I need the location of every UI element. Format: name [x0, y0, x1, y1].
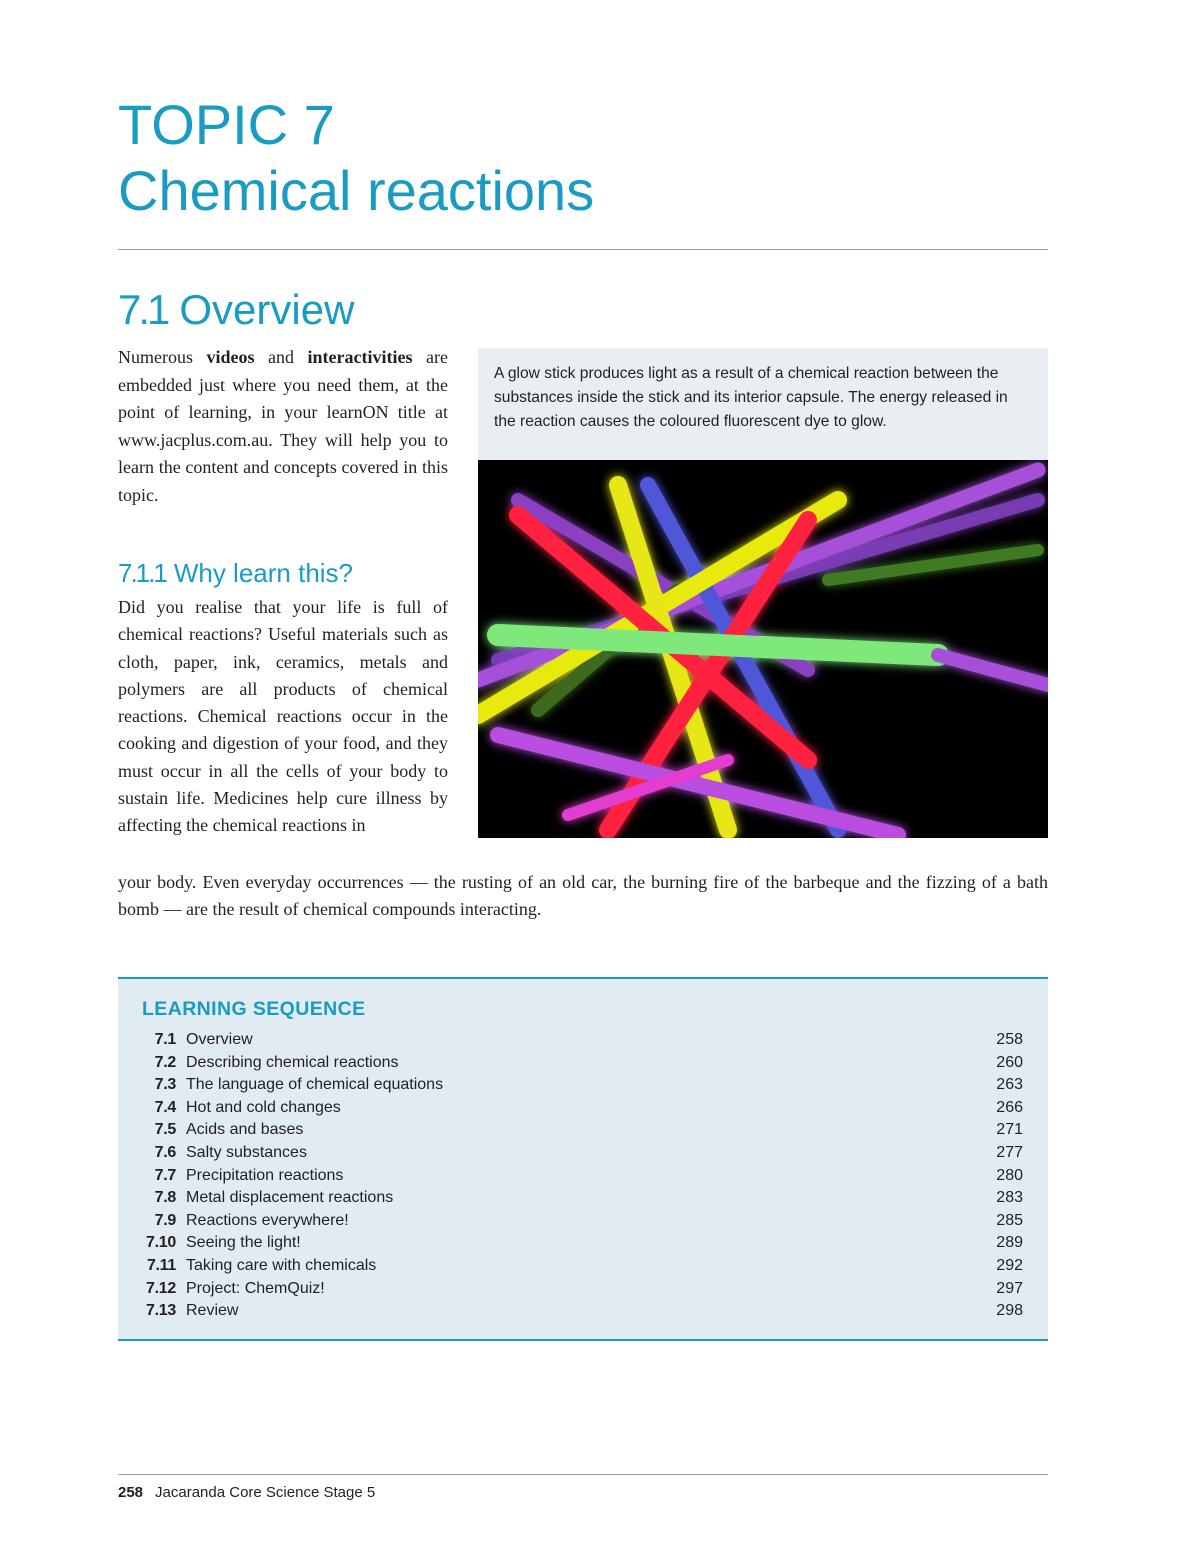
learning-sequence-item — [118, 1232, 1048, 1255]
sequence-page: 280 — [996, 1166, 1023, 1184]
sequence-label: Precipitation reactions — [186, 1166, 344, 1184]
footer-book-title: Jacaranda Core Science Stage 5 — [155, 1484, 376, 1501]
sequence-page: 297 — [996, 1279, 1023, 1297]
page-footer — [118, 1484, 375, 1501]
learning-sequence-item — [118, 1097, 1048, 1120]
intro-paragraph — [118, 344, 448, 509]
sequence-number: 7.5 — [154, 1121, 176, 1139]
learning-sequence-item — [118, 1165, 1048, 1188]
sequence-label: Reactions everywhere! — [186, 1211, 349, 1229]
subsection-title: Why learn this? — [173, 558, 354, 588]
learning-sequence-item — [118, 1210, 1048, 1233]
learning-sequence-title: LEARNING SEQUENCE — [142, 998, 366, 1020]
sequence-number: 7.8 — [154, 1189, 176, 1207]
sequence-label: Review — [186, 1302, 239, 1320]
heading-divider — [118, 249, 1048, 250]
sequence-number: 7.6 — [154, 1143, 176, 1161]
sequence-page: 292 — [996, 1256, 1023, 1274]
intro-text: are embedded just where you need them, at the point of learning, in your learnON title at www.jacplus.com.au. They will help you to learn the content and concepts covered in this topic. — [118, 347, 448, 505]
learning-sequence-item — [118, 1052, 1048, 1075]
learning-sequence-item — [118, 1187, 1048, 1210]
subsection-number: 7.1.1 — [118, 558, 166, 588]
sequence-number: 7.10 — [146, 1234, 176, 1252]
intro-keyword: interactivities — [307, 347, 413, 367]
topic-title: Chemical reactions — [118, 159, 595, 222]
learning-sequence-box — [118, 977, 1048, 1341]
figure-caption-box — [478, 348, 1048, 460]
intro-text: and — [254, 347, 308, 367]
sequence-page: 298 — [996, 1302, 1023, 1320]
sequence-number: 7.1 — [154, 1031, 176, 1048]
learning-sequence-item — [118, 1142, 1048, 1165]
sequence-page: 260 — [996, 1053, 1023, 1071]
intro-text: Numerous — [118, 347, 207, 367]
why-paragraph-column: Did you realise that your life is full of chemical reactions? Useful materials such as cloth, paper, ink, ceramics, metals and polymers are all products of chemical reactions. Chemical reactions occur in the cooking and digestion of your food, and they must occur in all the cells of your body to sustain life. Medicines help cure illness by affecting the chemical reactions in — [118, 597, 448, 836]
sequence-number: 7.7 — [154, 1166, 176, 1184]
learning-sequence-item — [118, 1278, 1048, 1301]
sequence-label: Acids and bases — [186, 1121, 304, 1139]
sequence-number: 7.3 — [154, 1076, 176, 1094]
sequence-page: 263 — [996, 1076, 1023, 1094]
sequence-page: 283 — [996, 1189, 1023, 1207]
sequence-number: 7.11 — [146, 1256, 176, 1274]
sequence-page: 258 — [996, 1031, 1023, 1048]
sequence-number: 7.12 — [146, 1279, 176, 1297]
sequence-page: 285 — [996, 1211, 1023, 1229]
sequence-number: 7.2 — [154, 1053, 176, 1071]
sequence-page: 289 — [996, 1234, 1023, 1252]
why-paragraph-continued: your body. Even everyday occurrences — the rusting of an old car, the burning fire of the barbeque and the fizzing of a bath bomb — are the result of chemical compounds interacting. — [118, 872, 1048, 920]
glow-sticks-photo — [478, 460, 1048, 838]
sequence-page: 271 — [996, 1121, 1023, 1139]
sequence-page: 277 — [996, 1143, 1023, 1161]
section-number: 7.1 — [118, 286, 168, 333]
sequence-label: Salty substances — [186, 1143, 307, 1161]
intro-keyword: videos — [206, 347, 255, 367]
sequence-label: Seeing the light! — [186, 1234, 301, 1252]
sequence-label: Overview — [186, 1031, 253, 1048]
topic-number: TOPIC 7 — [118, 93, 335, 156]
sequence-label: Taking care with chemicals — [186, 1256, 377, 1274]
sequence-number: 7.9 — [154, 1211, 176, 1229]
section-title: Overview — [179, 286, 355, 333]
section-heading — [118, 282, 354, 338]
sequence-page: 266 — [996, 1098, 1023, 1116]
learning-sequence-item — [118, 1119, 1048, 1142]
subsection-heading — [118, 555, 353, 591]
sequence-label: Metal displacement reactions — [186, 1189, 394, 1207]
topic-heading — [118, 92, 594, 224]
learning-sequence-item — [118, 1074, 1048, 1097]
learning-sequence-item — [118, 1255, 1048, 1278]
footer-page-number: 258 — [118, 1484, 144, 1501]
learning-sequence-item — [118, 1029, 1048, 1052]
sequence-number: 7.13 — [146, 1302, 176, 1320]
footer-divider — [118, 1474, 1048, 1475]
sequence-label: The language of chemical equations — [186, 1076, 444, 1094]
sequence-number: 7.4 — [154, 1098, 176, 1116]
sequence-label: Hot and cold changes — [186, 1098, 341, 1116]
sequence-label: Project: ChemQuiz! — [186, 1279, 325, 1297]
learning-sequence-list — [118, 1029, 1048, 1323]
sequence-label: Describing chemical reactions — [186, 1053, 399, 1071]
learning-sequence-item — [118, 1300, 1048, 1323]
figure-caption: A glow stick produces light as a result of a chemical reaction between the substances inside the stick and its interior capsule. The energy released in the reaction causes the coloured fluorescent dye to glow. — [494, 365, 1008, 430]
